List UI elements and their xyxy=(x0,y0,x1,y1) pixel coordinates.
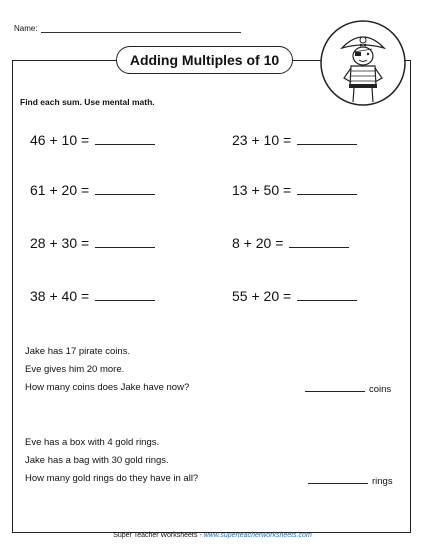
answer-blank[interactable] xyxy=(297,288,357,301)
problem-4 xyxy=(232,182,357,198)
answer-blank[interactable] xyxy=(95,235,155,248)
problem-1 xyxy=(30,132,155,148)
problem-expression: 28 + 30 = xyxy=(30,235,90,251)
answer-blank[interactable] xyxy=(297,132,357,145)
pirate-illustration-icon xyxy=(318,18,408,108)
footer-link[interactable]: www.superteacherworksheets.com xyxy=(203,532,312,539)
answer-blank[interactable] xyxy=(95,132,155,145)
answer-blank[interactable] xyxy=(95,288,155,301)
answer-unit: coins xyxy=(369,384,392,395)
name-field[interactable] xyxy=(41,24,241,33)
answer-unit: rings xyxy=(372,476,393,487)
answer-blank[interactable] xyxy=(289,235,349,248)
name-label: Name: xyxy=(14,24,38,33)
story-answer-1 xyxy=(305,382,391,395)
footer-separator: - xyxy=(197,532,204,539)
problem-expression: 23 + 10 = xyxy=(232,132,292,148)
story-line: Eve has a box with 4 gold rings. xyxy=(25,437,160,448)
answer-blank[interactable] xyxy=(297,182,357,195)
answer-blank[interactable] xyxy=(308,474,368,484)
problem-expression: 38 + 40 = xyxy=(30,288,90,304)
story-line: How many coins does Jake have now? xyxy=(25,382,190,393)
problem-expression: 61 + 20 = xyxy=(30,182,90,198)
story-line: How many gold rings do they have in all? xyxy=(25,473,199,484)
story-line: Jake has 17 pirate coins. xyxy=(25,346,131,357)
problem-8 xyxy=(232,288,357,304)
answer-blank[interactable] xyxy=(305,382,365,392)
story-line: Jake has a bag with 30 gold rings. xyxy=(25,455,169,466)
footer-brand: Super Teacher Worksheets xyxy=(113,532,198,539)
problem-6 xyxy=(232,235,349,251)
answer-blank[interactable] xyxy=(95,182,155,195)
problem-7 xyxy=(30,288,155,304)
problem-5 xyxy=(30,235,155,251)
problem-2 xyxy=(232,132,357,148)
instructions: Find each sum. Use mental math. xyxy=(20,97,155,107)
story-problem-1 xyxy=(25,343,189,397)
story-answer-2 xyxy=(308,474,393,487)
worksheet-title: Adding Multiples of 10 xyxy=(129,52,280,68)
problem-expression: 8 + 20 = xyxy=(232,235,284,251)
name-row xyxy=(14,24,241,33)
problem-expression: 46 + 10 = xyxy=(30,132,90,148)
footer xyxy=(0,532,425,539)
problem-3 xyxy=(30,182,155,198)
story-problem-2 xyxy=(25,434,198,488)
title-box xyxy=(116,46,293,74)
problem-expression: 55 + 20 = xyxy=(232,288,292,304)
problem-expression: 13 + 50 = xyxy=(232,182,292,198)
story-line: Eve gives him 20 more. xyxy=(25,364,125,375)
